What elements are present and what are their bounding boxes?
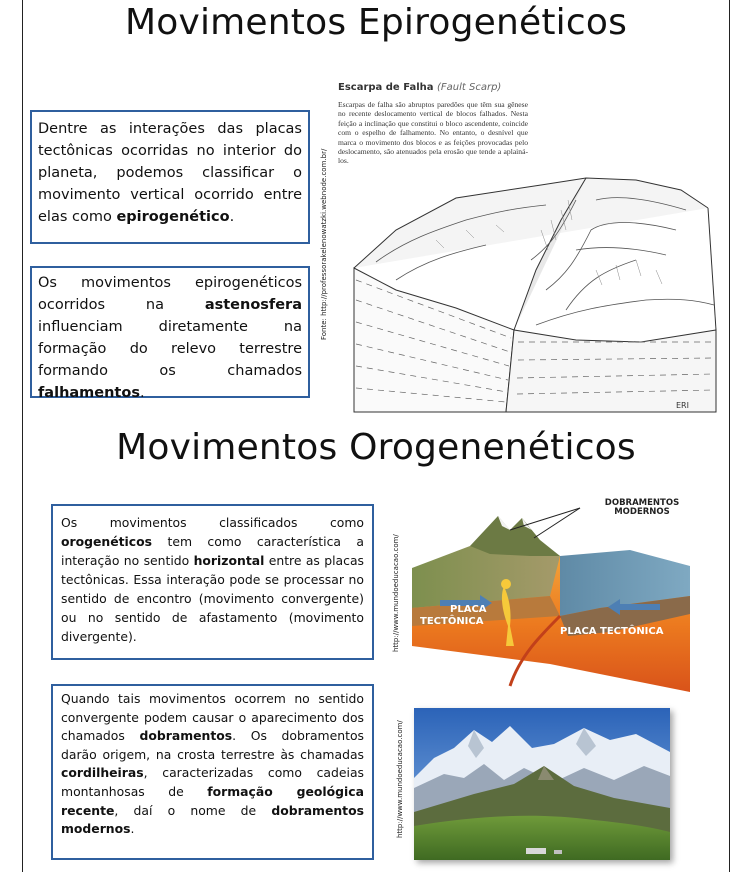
fig2-source: http://www.mundoeducacao.com/ xyxy=(392,534,400,652)
paragraph: Quando tais movimentos ocorrem no sentido convergente podem causar o aparecimento dos chamados dobramentos. Os dobramentos darão origem, na crosta terrestre às chamadas cordilheiras, caracterizadas como cadeias montanhosas de formação geológica recente, daí o nome de dobramentos modernos. xyxy=(61,691,364,837)
paragraph: Dentre as interações das placas tectônicas ocorridas no interior do planeta, podemos classificar o movimento vertical ocorrido entre elas como epirogenético. xyxy=(38,121,302,225)
mountains-photo xyxy=(414,708,670,860)
label-dobramentos: DOBRAMENTOS xyxy=(604,498,680,508)
fault-scarp-figure xyxy=(336,80,724,418)
text-box-epiro-intro xyxy=(30,110,310,244)
fig1-signature: ERI xyxy=(676,401,689,410)
tectonic-plates-drawing xyxy=(410,496,692,696)
label-placa-tectonica-right: PLACA TECTÔNICA xyxy=(560,626,664,637)
label-tectonica-left: TECTÔNICA xyxy=(420,616,484,627)
label-placa-left: PLACA xyxy=(450,604,487,615)
paragraph: Os movimentos epirogenéticos ocorridos na astenosfera influenciam diretamente na formação do relevo terrestre formando os chamados falhamentos. xyxy=(38,275,302,401)
title-orogeneticos: Movimentos Orogenenéticos xyxy=(116,427,636,468)
text-box-dobramentos xyxy=(51,684,374,860)
mountains-photo-drawing xyxy=(414,708,670,860)
text-box-epiro-astenosfera xyxy=(30,266,310,401)
fig3-source: http://www.mundoeducacao.com/ xyxy=(396,720,404,838)
fig1-title: Escarpa de Falha (Fault Scarp) xyxy=(338,82,502,93)
label-modernos: MODERNOS xyxy=(614,507,670,517)
fig1-description: Escarpas de falha são abruptos paredões que têm sua gênese no recente deslocamento vertical de blocos falhados. Nesta feição a inclinação que constitui o bloco ascendente, coincide com o espelho de falhamento. No entanto, o desnível que marca o movimento dos blocos e as feições provocadas pelo deslocamento, são atenuados pela erosão que tende a aplainá-los. xyxy=(338,100,528,166)
title-epirogeneticos: Movimentos Epirogenéticos xyxy=(124,2,628,43)
text-box-orogeneticos xyxy=(51,504,374,660)
fig1-source: Fonte: http://professorakelenowatzki.webnode.com.br/ xyxy=(320,148,328,340)
fault-scarp-drawing xyxy=(336,80,724,418)
tectonic-plates-figure xyxy=(410,496,692,696)
paragraph: Os movimentos classificados como orogenéticos tem como característica a interação no sentido horizontal entre as placas tectônicas. Essa interação pode se processar no sentido de encontro (movimento convergente) ou no sentido de afastamento (movimento divergente). xyxy=(61,515,364,644)
